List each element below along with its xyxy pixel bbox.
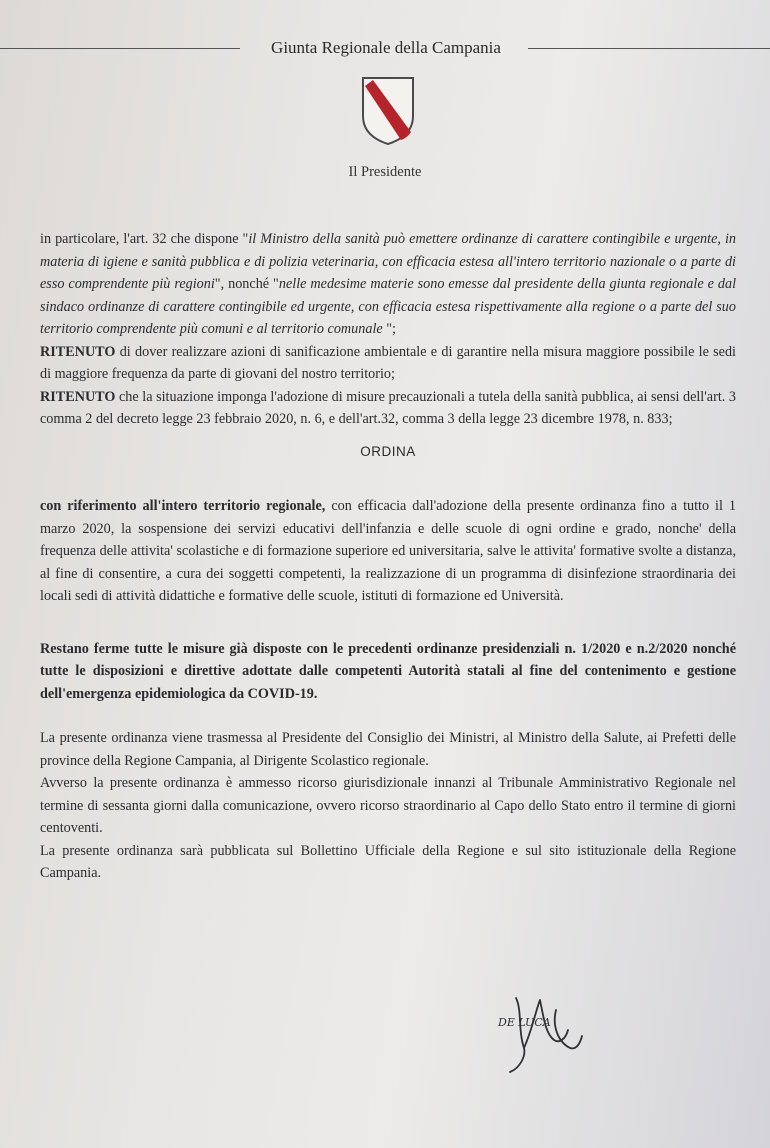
paragraph-appeal: Avverso la presente ordinanza è ammesso ricorso giurisdizionale innanzi al Tribunale Amministrativo Regionale nel termine di sessanta giorni dalla comunicazione, ovvero ricorso straordinario al Capo dello Stato entro il termine di giorni centoventi. — [40, 775, 736, 836]
p1-end: "; — [382, 321, 396, 337]
p1-quote-ministry: il Ministro della sanità può emettere ordinanze di carattere contingibile e urgente, in materia di igiene e sanità pubblica e di polizia veterinaria, con efficacia estesa all'intero territorio nazionale o a parte di esso comprendente più regioni — [40, 231, 737, 292]
ritenuto-1-text: di dover realizzare azioni di sanificazione ambientale e di garantire nella misura maggiore possibile le sedi di maggiore frequenza da parte di giovani del nostro territorio; — [40, 343, 736, 382]
paragraph-measures: Restano ferme tutte le misure già disposte con le precedenti ordinanze presidenziali n. 1/2020 e n.2/2020 nonché tutte le disposizioni e direttive adottate dalle competenti Autorità statali al fine del contenimento e gestione dell'emergenza epidemiologica da COVID-19. — [40, 640, 736, 702]
header-title: Giunta Regionale della Campania — [271, 38, 501, 57]
p1-intro: in particolare, l'art. 32 che dispone " — [40, 231, 249, 247]
order-scope: con riferimento all'intero territorio regionale, — [40, 498, 326, 514]
header-rule-right — [528, 48, 770, 49]
letterhead — [0, 36, 770, 60]
paragraph-ritenuto-1 — [40, 341, 736, 386]
paragraph-transmission: La presente ordinanza viene trasmessa al Presidente del Consiglio dei Ministri, al Ministro della Salute, ai Prefetti delle province della Regione Campania, al Dirigente Scolastico regionale. — [40, 730, 736, 769]
paragraph-article-32 — [40, 228, 736, 341]
p1-mid: ", nonché " — [214, 276, 279, 292]
paragraph-publication: La presente ordinanza sarà pubblicata sul Bollettino Ufficiale della Regione e sul sito istituzionale della Regione Campania. — [40, 842, 736, 881]
campania-crest-icon — [361, 76, 415, 146]
signature-de-luca — [496, 990, 596, 1080]
ritenuto-2-text: che la situazione imponga l'adozione di misure precauzionali a tutela della sanità pubblica, ai sensi dell'art. 3 comma 2 del decreto legge 23 febbraio 2020, n. 6, e dell'art.32, comma 3 della legge 23 dicembre 1978, n. 833; — [40, 388, 736, 427]
header-rule-left — [0, 48, 240, 49]
ritenuto-keyword: RITENUTO — [40, 388, 116, 405]
president-label: Il Presidente — [348, 164, 422, 180]
ordinance-body — [40, 228, 736, 885]
ritenuto-keyword: RITENUTO — [40, 343, 116, 360]
p1-quote-president: nelle medesime materie sono emesse dal presidente della giunta regionale e dal sindaco ordinanze di carattere contingibile ed urgente, con efficacia estesa rispettivamente alla regione o a parte del suo territorio comprendente più comuni e al territorio comunale — [40, 276, 737, 337]
ordina-heading: ORDINA — [360, 443, 416, 459]
svg-text:DE LUCA: DE LUCA — [498, 1016, 551, 1029]
order-text: con efficacia dall'adozione della presente ordinanza fino a tutto il 1 marzo 2020, la sospensione dei servizi educativi dell'infanzia e delle scuole di ogni ordine e grado, nonche' della frequenza delle attivita' scolastiche e di formazione superiore ed universitaria, salve le attivita' formative svolte a distanza, al fine di consentire, a cura dei soggetti competenti, la realizzazione di un programma di disinfezione straordinaria dei locali sedi di attività didattiche e formative delle scuole, istituti di formazione ed Università. — [40, 498, 736, 604]
paragraph-order — [40, 495, 736, 608]
paragraph-ritenuto-2 — [40, 386, 736, 431]
